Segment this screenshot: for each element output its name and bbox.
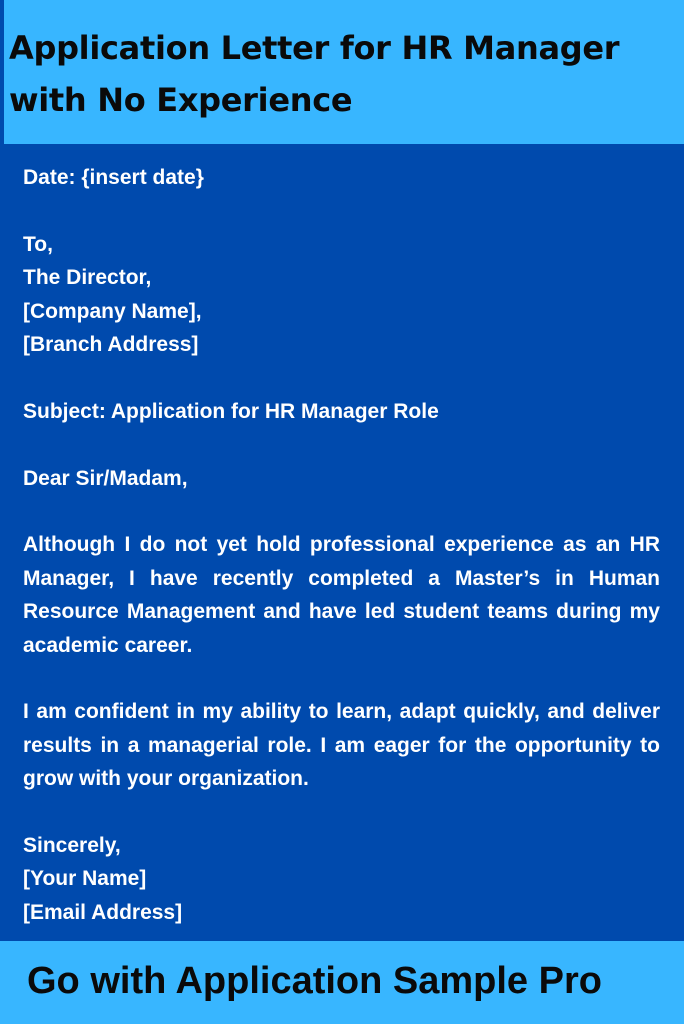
paragraph-education: Although I do not yet hold professional experience as an HR Manager, I have recently completed a Master’s in Human Resource Management and have led student teams during my academic career. (23, 533, 660, 657)
subject-line: Subject: Application for HR Manager Role (23, 399, 439, 423)
page-title: Application Letter for HR Manager with No Experience (9, 29, 620, 119)
recipient-to: To, (23, 232, 53, 256)
spacer (23, 194, 660, 227)
spacer (23, 796, 660, 829)
spacer (23, 428, 660, 461)
letter-body (23, 161, 660, 929)
spacer (23, 361, 660, 394)
spacer (23, 495, 660, 528)
greeting: Dear Sir/Madam, (23, 466, 188, 490)
sign-off: Sincerely, (23, 834, 121, 858)
paragraph-confidence: I am confident in my ability to learn, adapt quickly, and deliver results in a managerial role. I am eager for the opportunity to grow with your organization. (23, 700, 660, 791)
recipient-company: [Company Name], (23, 299, 202, 323)
spacer (23, 662, 660, 695)
recipient-address: [Branch Address] (23, 333, 199, 357)
title-banner (0, 0, 684, 144)
date-line: Date: {insert date} (23, 166, 204, 189)
sender-name: [Your Name] (23, 867, 147, 891)
sender-email: [Email Address] (23, 900, 183, 924)
footer-banner (0, 941, 684, 1024)
footer-tagline: Go with Application Sample Pro (27, 960, 602, 1002)
recipient-title: The Director, (23, 266, 152, 290)
